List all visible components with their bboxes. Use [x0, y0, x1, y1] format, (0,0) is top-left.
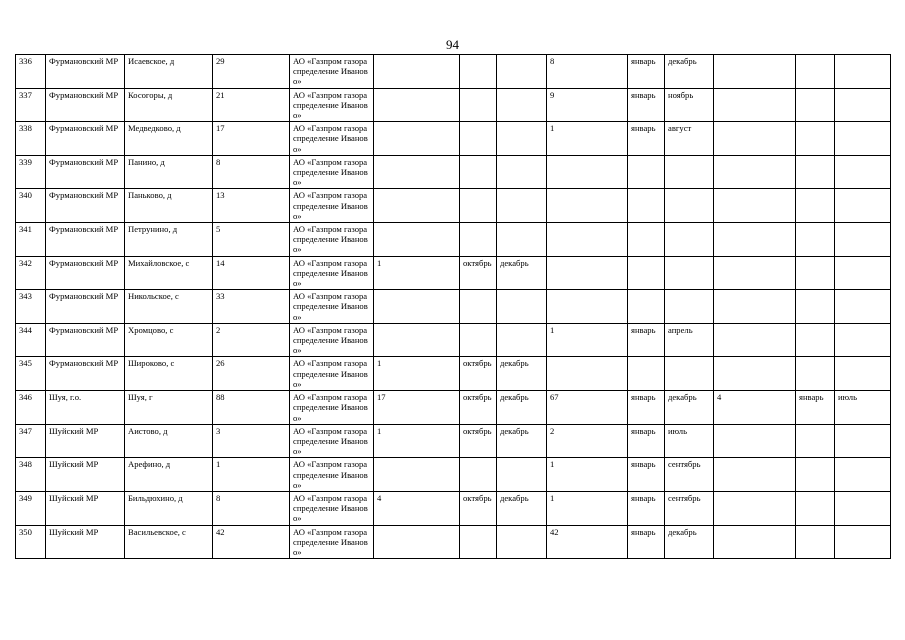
quantity-cell: 4	[374, 491, 460, 525]
count-cell: 2	[213, 323, 290, 357]
quantity-cell: 8	[547, 55, 628, 89]
start-month-cell: январь	[628, 55, 665, 89]
start-month-cell: октябрь	[460, 256, 497, 290]
quantity-cell: 1	[547, 458, 628, 492]
row-number-cell: 346	[16, 391, 46, 425]
start-month-cell	[460, 290, 497, 324]
end-month-cell: декабрь	[497, 391, 547, 425]
count-cell: 88	[213, 391, 290, 425]
table-row	[16, 491, 891, 525]
end-month-cell	[835, 424, 891, 458]
start-month-cell: январь	[628, 323, 665, 357]
end-month-cell	[497, 55, 547, 89]
operator-cell: АО «Газпром газораспределение Иваново»	[290, 189, 374, 223]
start-month-cell	[796, 290, 835, 324]
operator-cell: АО «Газпром газораспределение Иваново»	[290, 491, 374, 525]
end-month-cell: июль	[665, 424, 714, 458]
quantity-cell	[714, 323, 796, 357]
operator-cell: АО «Газпром газораспределение Иваново»	[290, 223, 374, 257]
start-month-cell: октябрь	[460, 424, 497, 458]
district-cell: Шуйский МР	[46, 424, 125, 458]
quantity-cell: 67	[547, 391, 628, 425]
start-month-cell	[460, 458, 497, 492]
quantity-cell: 1	[374, 256, 460, 290]
table-row	[16, 424, 891, 458]
quantity-cell	[714, 122, 796, 156]
operator-cell: АО «Газпром газораспределение Иваново»	[290, 424, 374, 458]
end-month-cell	[497, 223, 547, 257]
operator-cell: АО «Газпром газораспределение Иваново»	[290, 88, 374, 122]
end-month-cell	[665, 155, 714, 189]
row-number-cell: 345	[16, 357, 46, 391]
table-row	[16, 88, 891, 122]
quantity-cell: 4	[714, 391, 796, 425]
count-cell: 1	[213, 458, 290, 492]
start-month-cell	[460, 55, 497, 89]
district-cell: Шуйский МР	[46, 525, 125, 559]
start-month-cell	[796, 155, 835, 189]
start-month-cell	[460, 189, 497, 223]
start-month-cell	[628, 189, 665, 223]
start-month-cell	[628, 357, 665, 391]
end-month-cell	[835, 357, 891, 391]
table-row	[16, 189, 891, 223]
end-month-cell: август	[665, 122, 714, 156]
operator-cell: АО «Газпром газораспределение Иваново»	[290, 155, 374, 189]
operator-cell: АО «Газпром газораспределение Иваново»	[290, 122, 374, 156]
quantity-cell	[374, 458, 460, 492]
start-month-cell	[460, 88, 497, 122]
end-month-cell: декабрь	[497, 491, 547, 525]
start-month-cell	[796, 256, 835, 290]
quantity-cell: 1	[547, 323, 628, 357]
start-month-cell	[796, 458, 835, 492]
start-month-cell: октябрь	[460, 357, 497, 391]
end-month-cell	[835, 122, 891, 156]
end-month-cell	[665, 189, 714, 223]
settlement-cell: Исаевское, д	[125, 55, 213, 89]
start-month-cell	[628, 223, 665, 257]
end-month-cell	[497, 290, 547, 324]
end-month-cell	[835, 290, 891, 324]
count-cell: 8	[213, 155, 290, 189]
count-cell: 21	[213, 88, 290, 122]
settlement-cell: Васильевское, с	[125, 525, 213, 559]
operator-cell: АО «Газпром газораспределение Иваново»	[290, 290, 374, 324]
start-month-cell: январь	[628, 424, 665, 458]
start-month-cell	[460, 525, 497, 559]
quantity-cell	[547, 357, 628, 391]
end-month-cell: декабрь	[665, 55, 714, 89]
settlement-cell: Никольское, с	[125, 290, 213, 324]
quantity-cell	[714, 525, 796, 559]
quantity-cell: 42	[547, 525, 628, 559]
row-number-cell: 350	[16, 525, 46, 559]
end-month-cell	[835, 189, 891, 223]
row-number-cell: 338	[16, 122, 46, 156]
district-cell: Фурмановский МР	[46, 290, 125, 324]
operator-cell: АО «Газпром газораспределение Иваново»	[290, 256, 374, 290]
start-month-cell	[460, 155, 497, 189]
end-month-cell	[665, 223, 714, 257]
row-number-cell: 343	[16, 290, 46, 324]
row-number-cell: 348	[16, 458, 46, 492]
quantity-cell	[714, 223, 796, 257]
quantity-cell	[374, 290, 460, 324]
district-cell: Фурмановский МР	[46, 122, 125, 156]
end-month-cell	[665, 256, 714, 290]
quantity-cell	[714, 424, 796, 458]
operator-cell: АО «Газпром газораспределение Иваново»	[290, 323, 374, 357]
end-month-cell: декабрь	[497, 357, 547, 391]
district-cell: Фурмановский МР	[46, 189, 125, 223]
quantity-cell	[714, 189, 796, 223]
quantity-cell	[547, 223, 628, 257]
district-cell: Фурмановский МР	[46, 88, 125, 122]
settlement-cell: Арефино, д	[125, 458, 213, 492]
end-month-cell: декабрь	[665, 525, 714, 559]
settlement-cell: Шуя, г	[125, 391, 213, 425]
end-month-cell: ноябрь	[665, 88, 714, 122]
start-month-cell: октябрь	[460, 491, 497, 525]
district-cell: Фурмановский МР	[46, 323, 125, 357]
start-month-cell	[796, 525, 835, 559]
page-number: 94	[446, 37, 459, 52]
settlement-cell: Михайловское, с	[125, 256, 213, 290]
end-month-cell	[497, 155, 547, 189]
quantity-cell: 1	[374, 357, 460, 391]
start-month-cell: январь	[796, 391, 835, 425]
end-month-cell	[835, 223, 891, 257]
quantity-cell	[714, 88, 796, 122]
end-month-cell	[665, 357, 714, 391]
district-cell: Фурмановский МР	[46, 223, 125, 257]
start-month-cell	[796, 424, 835, 458]
end-month-cell	[835, 323, 891, 357]
quantity-cell	[374, 223, 460, 257]
operator-cell: АО «Газпром газораспределение Иваново»	[290, 391, 374, 425]
district-cell: Фурмановский МР	[46, 155, 125, 189]
settlement-cell: Аистово, д	[125, 424, 213, 458]
district-cell: Шуя, г.о.	[46, 391, 125, 425]
end-month-cell	[835, 458, 891, 492]
start-month-cell	[628, 155, 665, 189]
end-month-cell	[497, 122, 547, 156]
table-row	[16, 357, 891, 391]
start-month-cell: январь	[628, 525, 665, 559]
start-month-cell: январь	[628, 391, 665, 425]
table-row	[16, 290, 891, 324]
quantity-cell	[714, 55, 796, 89]
quantity-cell: 1	[547, 122, 628, 156]
start-month-cell	[796, 189, 835, 223]
row-number-cell: 340	[16, 189, 46, 223]
table-row	[16, 256, 891, 290]
end-month-cell	[835, 525, 891, 559]
district-cell: Фурмановский МР	[46, 256, 125, 290]
quantity-cell: 17	[374, 391, 460, 425]
start-month-cell	[796, 491, 835, 525]
settlement-cell: Бильдюхино, д	[125, 491, 213, 525]
table-row	[16, 223, 891, 257]
quantity-cell	[547, 290, 628, 324]
end-month-cell	[835, 256, 891, 290]
district-cell: Фурмановский МР	[46, 55, 125, 89]
end-month-cell	[497, 525, 547, 559]
row-number-cell: 347	[16, 424, 46, 458]
quantity-cell	[374, 323, 460, 357]
row-number-cell: 337	[16, 88, 46, 122]
end-month-cell	[497, 88, 547, 122]
start-month-cell	[460, 323, 497, 357]
settlement-cell: Медведково, д	[125, 122, 213, 156]
start-month-cell	[796, 122, 835, 156]
start-month-cell	[796, 357, 835, 391]
operator-cell: АО «Газпром газораспределение Иваново»	[290, 458, 374, 492]
district-cell: Фурмановский МР	[46, 357, 125, 391]
row-number-cell: 339	[16, 155, 46, 189]
count-cell: 26	[213, 357, 290, 391]
row-number-cell: 349	[16, 491, 46, 525]
quantity-cell	[547, 189, 628, 223]
table-row	[16, 122, 891, 156]
quantity-cell	[714, 357, 796, 391]
settlement-cell: Панино, д	[125, 155, 213, 189]
start-month-cell	[796, 323, 835, 357]
end-month-cell	[665, 290, 714, 324]
table-row	[16, 391, 891, 425]
end-month-cell: декабрь	[665, 391, 714, 425]
quantity-cell	[547, 256, 628, 290]
end-month-cell	[835, 55, 891, 89]
table-row	[16, 323, 891, 357]
end-month-cell: сентябрь	[665, 491, 714, 525]
district-cell: Шуйский МР	[46, 458, 125, 492]
quantity-cell: 2	[547, 424, 628, 458]
end-month-cell	[497, 189, 547, 223]
table-row	[16, 155, 891, 189]
district-cell: Шуйский МР	[46, 491, 125, 525]
quantity-cell	[714, 491, 796, 525]
quantity-cell	[714, 458, 796, 492]
row-number-cell: 342	[16, 256, 46, 290]
start-month-cell: январь	[628, 458, 665, 492]
quantity-cell	[374, 525, 460, 559]
start-month-cell	[628, 290, 665, 324]
quantity-cell: 1	[374, 424, 460, 458]
start-month-cell	[460, 122, 497, 156]
start-month-cell	[796, 223, 835, 257]
quantity-cell	[714, 256, 796, 290]
count-cell: 13	[213, 189, 290, 223]
start-month-cell	[628, 256, 665, 290]
start-month-cell: январь	[628, 491, 665, 525]
row-number-cell: 344	[16, 323, 46, 357]
settlement-cell: Широково, с	[125, 357, 213, 391]
quantity-cell	[547, 155, 628, 189]
table-row	[16, 458, 891, 492]
quantity-cell	[374, 189, 460, 223]
count-cell: 33	[213, 290, 290, 324]
end-month-cell: сентябрь	[665, 458, 714, 492]
quantity-cell: 1	[547, 491, 628, 525]
count-cell: 14	[213, 256, 290, 290]
end-month-cell: июль	[835, 391, 891, 425]
operator-cell: АО «Газпром газораспределение Иваново»	[290, 357, 374, 391]
quantity-cell	[374, 55, 460, 89]
end-month-cell: апрель	[665, 323, 714, 357]
end-month-cell	[835, 491, 891, 525]
end-month-cell	[497, 458, 547, 492]
settlement-cell: Хромцово, с	[125, 323, 213, 357]
count-cell: 42	[213, 525, 290, 559]
count-cell: 8	[213, 491, 290, 525]
row-number-cell: 341	[16, 223, 46, 257]
settlement-cell: Паньково, д	[125, 189, 213, 223]
count-cell: 5	[213, 223, 290, 257]
end-month-cell: декабрь	[497, 424, 547, 458]
settlement-cell: Петрунино, д	[125, 223, 213, 257]
count-cell: 17	[213, 122, 290, 156]
operator-cell: АО «Газпром газораспределение Иваново»	[290, 55, 374, 89]
end-month-cell	[835, 88, 891, 122]
end-month-cell	[835, 155, 891, 189]
quantity-cell	[714, 290, 796, 324]
count-cell: 3	[213, 424, 290, 458]
gasification-table	[15, 54, 891, 559]
row-number-cell: 336	[16, 55, 46, 89]
operator-cell: АО «Газпром газораспределение Иваново»	[290, 525, 374, 559]
quantity-cell	[714, 155, 796, 189]
table-row	[16, 525, 891, 559]
table-row	[16, 55, 891, 89]
end-month-cell: декабрь	[497, 256, 547, 290]
start-month-cell: январь	[628, 88, 665, 122]
quantity-cell	[374, 122, 460, 156]
end-month-cell	[497, 323, 547, 357]
start-month-cell	[796, 55, 835, 89]
start-month-cell: январь	[628, 122, 665, 156]
start-month-cell: октябрь	[460, 391, 497, 425]
start-month-cell	[796, 88, 835, 122]
count-cell: 29	[213, 55, 290, 89]
quantity-cell	[374, 155, 460, 189]
quantity-cell: 9	[547, 88, 628, 122]
quantity-cell	[374, 88, 460, 122]
start-month-cell	[460, 223, 497, 257]
settlement-cell: Косогоры, д	[125, 88, 213, 122]
